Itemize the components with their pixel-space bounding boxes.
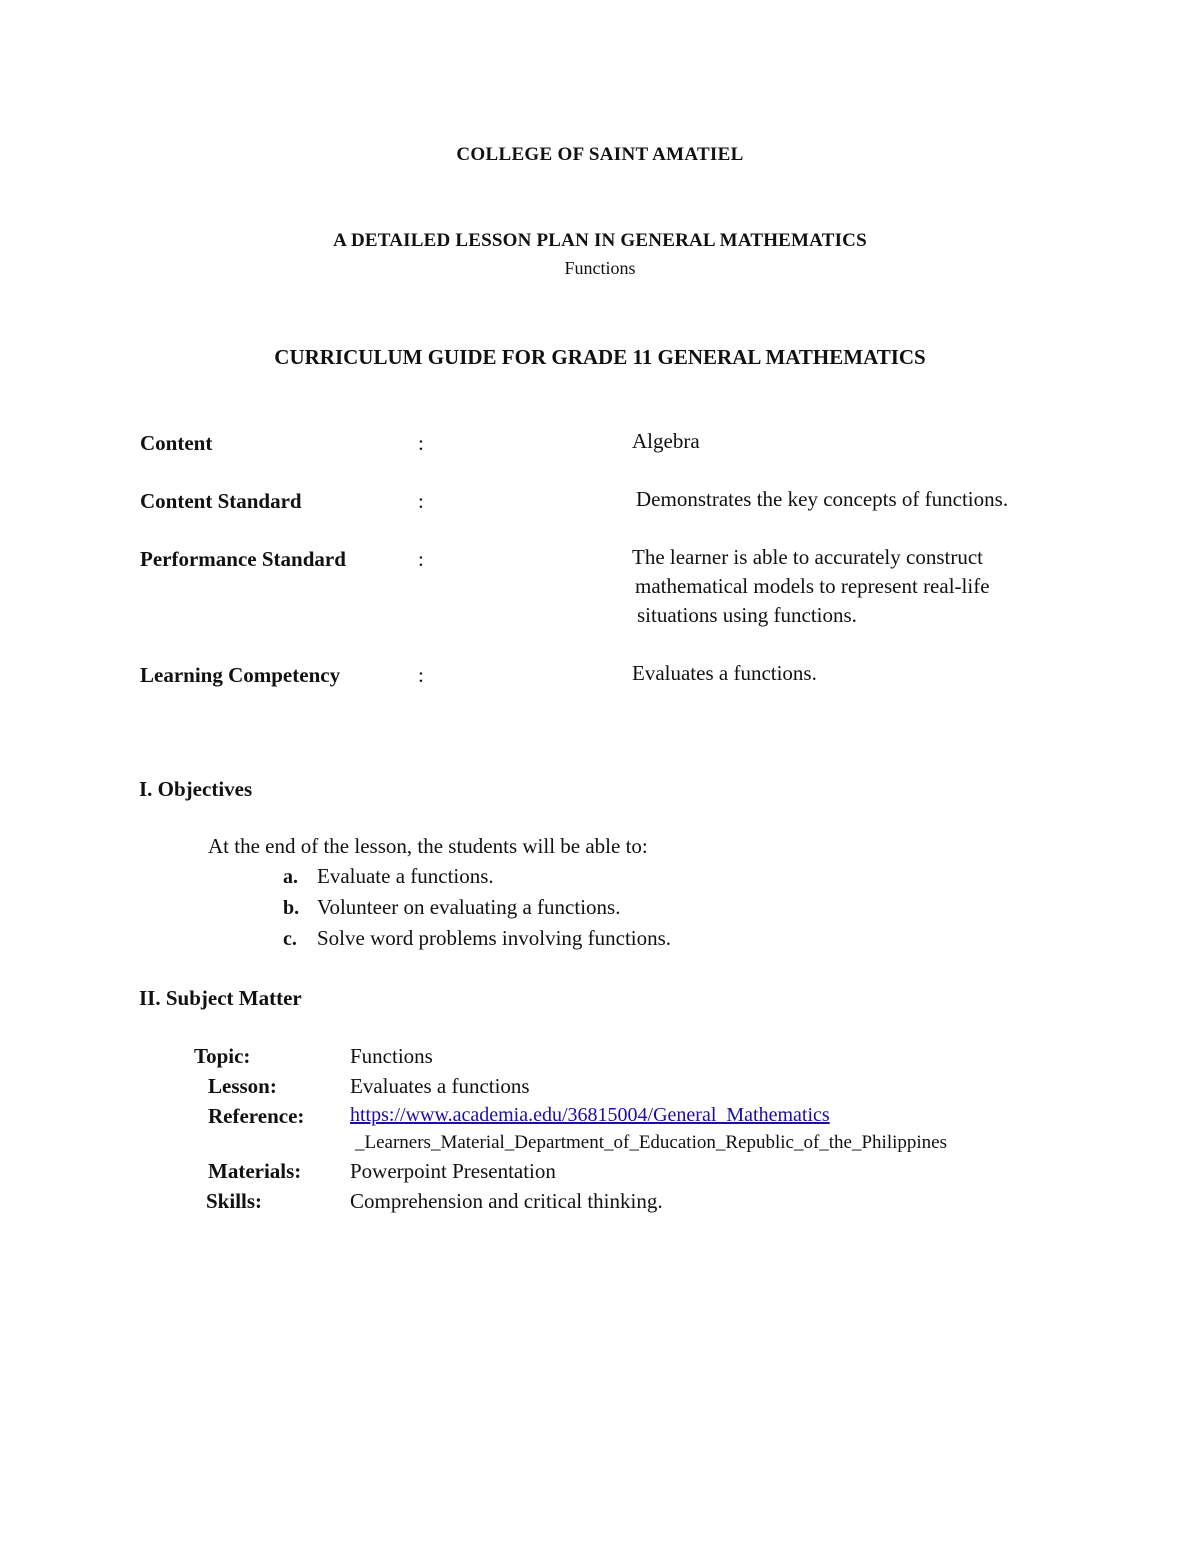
subject-matter-heading: II. Subject Matter <box>139 986 302 1010</box>
content-standard-value: Demonstrates the key concepts of functions. <box>636 487 1009 511</box>
performance-standard-label: Performance Standard <box>140 547 346 571</box>
objective-letter-b: b. <box>283 897 300 919</box>
content-standard-colon: : <box>418 489 424 513</box>
materials-value: Powerpoint Presentation <box>350 1159 556 1183</box>
lesson-value: Evaluates a functions <box>350 1074 530 1098</box>
skills-value: Comprehension and critical thinking. <box>350 1189 663 1213</box>
objectives-heading: I. Objectives <box>139 777 253 801</box>
performance-standard-value-line-3: situations using functions. <box>637 603 857 627</box>
lesson-plan-title: A DETAILED LESSON PLAN IN GENERAL MATHEMATICS <box>333 230 867 251</box>
content-colon: : <box>418 431 424 455</box>
learning-competency-value: Evaluates a functions. <box>632 661 817 685</box>
lesson-label: Lesson: <box>208 1074 277 1098</box>
performance-standard-colon: : <box>418 547 424 571</box>
performance-standard-value-line-1: The learner is able to accurately construct <box>632 545 983 569</box>
skills-label: Skills: <box>206 1189 263 1213</box>
objective-item-a: Evaluate a functions. <box>317 864 494 888</box>
college-name: COLLEGE OF SAINT AMATIEL <box>456 144 744 165</box>
reference-link-continuation: _Learners_Material_Department_of_Education_Republic_of_the_Philippines <box>355 1132 947 1153</box>
topic-value: Functions <box>350 1044 433 1068</box>
curriculum-guide-title: CURRICULUM GUIDE FOR GRADE 11 GENERAL MATHEMATICS <box>274 345 926 369</box>
objective-letter-c: c. <box>283 928 297 950</box>
reference-label: Reference: <box>208 1104 305 1128</box>
objectives-intro: At the end of the lesson, the students will be able to: <box>208 834 648 858</box>
content-label: Content <box>140 431 213 455</box>
performance-standard-value-line-2: mathematical models to represent real-life <box>635 574 990 598</box>
topic-label: Topic: <box>194 1044 251 1068</box>
objective-letter-a: a. <box>283 866 298 888</box>
reference-link[interactable]: https://www.academia.edu/36815004/General_Mathematics <box>350 1104 830 1126</box>
content-value: Algebra <box>632 429 700 453</box>
lesson-plan-subtitle: Functions <box>564 258 636 278</box>
learning-competency-colon: : <box>418 663 424 687</box>
materials-label: Materials: <box>208 1159 302 1183</box>
objective-item-c: Solve word problems involving functions. <box>317 926 672 950</box>
objective-item-b: Volunteer on evaluating a functions. <box>317 895 621 919</box>
learning-competency-label: Learning Competency <box>140 663 341 687</box>
content-standard-label: Content Standard <box>140 489 302 513</box>
